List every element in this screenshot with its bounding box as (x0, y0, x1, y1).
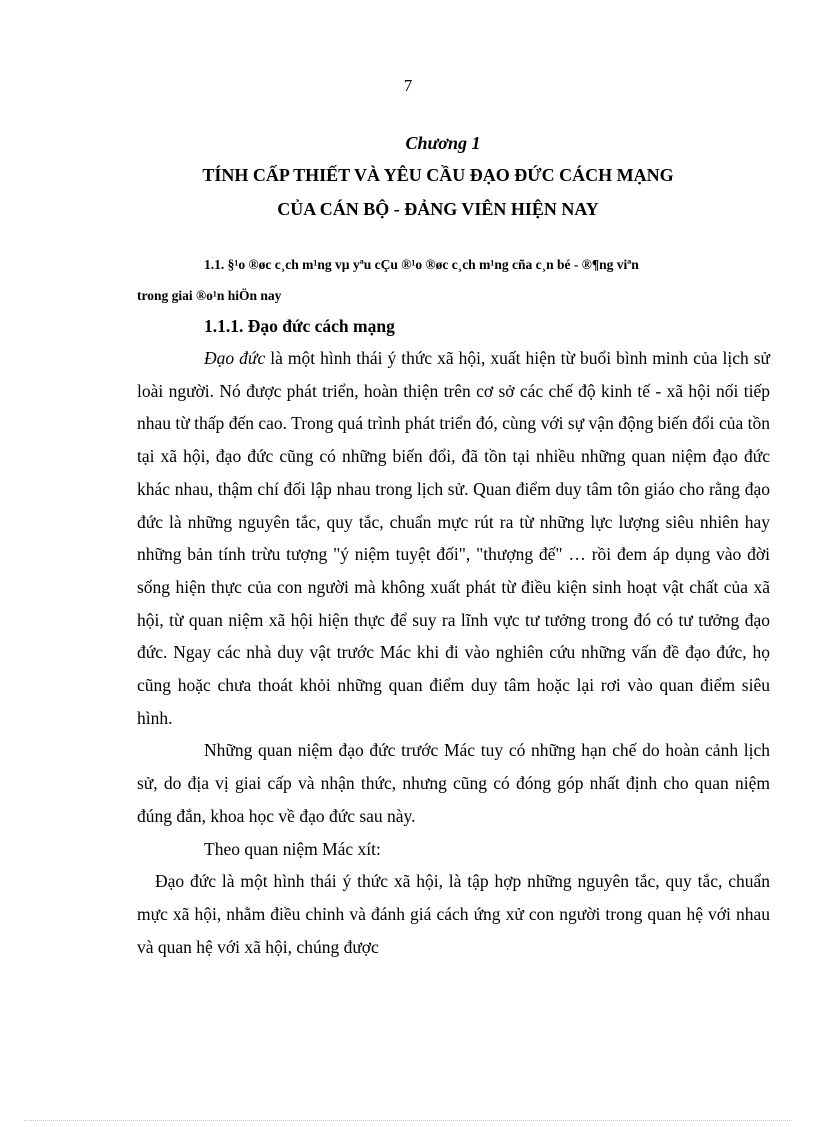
body-text (137, 342, 770, 963)
paragraph-3: Theo quan niệm Mác xít: (204, 838, 381, 859)
subsection-heading: 1.1.1. Đạo đức cách mạng (204, 316, 395, 336)
paragraph-1-lead-term: Đạo đức (204, 348, 266, 368)
chapter-title-line-1: TÍNH CẤP THIẾT VÀ YÊU CẦU ĐẠO ĐỨC CÁCH MẠNG (202, 165, 674, 185)
section-heading-line-1: 1.1. §¹o ®øc c¸ch m¹ng vµ yªu cÇu ®¹o ®øc c¸ch m¹ng cña c¸n bé - ®¶ng viªn (204, 257, 639, 272)
paragraph-1-text: là một hình thái ý thức xã hội, xuất hiện từ buổi bình minh của lịch sử loài người. Nó được phát triển, hoàn thiện trên cơ sở các chế độ kinh tế - xã hội nối tiếp nhau từ thấp đến cao. Trong quá trình phát triển đó, cùng với sự vận động biến đổi của tồn tại xã hội, đạo đức cũng có những biến đổi, đã tồn tại nhiều những quan niệm đạo đức khác nhau, thậm chí đối lập nhau trong lịch sử. Quan điểm duy tâm tôn giáo cho rằng đạo đức là những nguyên tắc, quy tắc, chuẩn mực rút ra từ những lực lượng siêu nhiên hay những bản tính trừu tượng "ý niệm tuyệt đối", "thượng đế" … rồi đem áp dụng vào đời sống hiện thực của con người mà không xuất phát từ điều kiện sinh hoạt vật chất của xã hội, từ quan niệm xã hội hiện thực để suy ra lĩnh vực tư tưởng trong đó có tư tưởng đạo đức. Ngay các nhà duy vật trước Mác khi đi vào nghiên cứu những vấn đề đạo đức, họ cũng hoặc chưa thoát khỏi những quan điểm duy tâm hoặc lại rơi vào quan điểm siêu hình. (137, 348, 771, 728)
page-number: 7 (403, 76, 413, 95)
paragraph-2: Những quan niệm đạo đức trước Mác tuy có những hạn chế do hoàn cảnh lịch sử, do địa vị giai cấp và nhận thức, nhưng cũng có đóng góp nhất định cho quan niệm đúng đắn, khoa học về đạo đức sau này. (137, 740, 770, 826)
definition-quote: Đạo đức là một hình thái ý thức xã hội, là tập hợp những nguyên tắc, quy tắc, chuẩn mực xã hội, nhằm điều chỉnh và đánh giá cách ứng xử con người trong quan hệ với nhau và quan hệ với xã hội, chúng được (137, 871, 770, 957)
chapter-label: Chương 1 (405, 133, 481, 153)
paragraph-1 (137, 342, 770, 734)
page-bottom-border (24, 1120, 792, 1121)
chapter-title-line-2: CỦA CÁN BỘ - ĐẢNG VIÊN HIỆN NAY (277, 199, 599, 219)
section-heading (137, 249, 773, 311)
section-heading-line-2: trong giai ®o¹n hiÖn nay (137, 288, 282, 303)
